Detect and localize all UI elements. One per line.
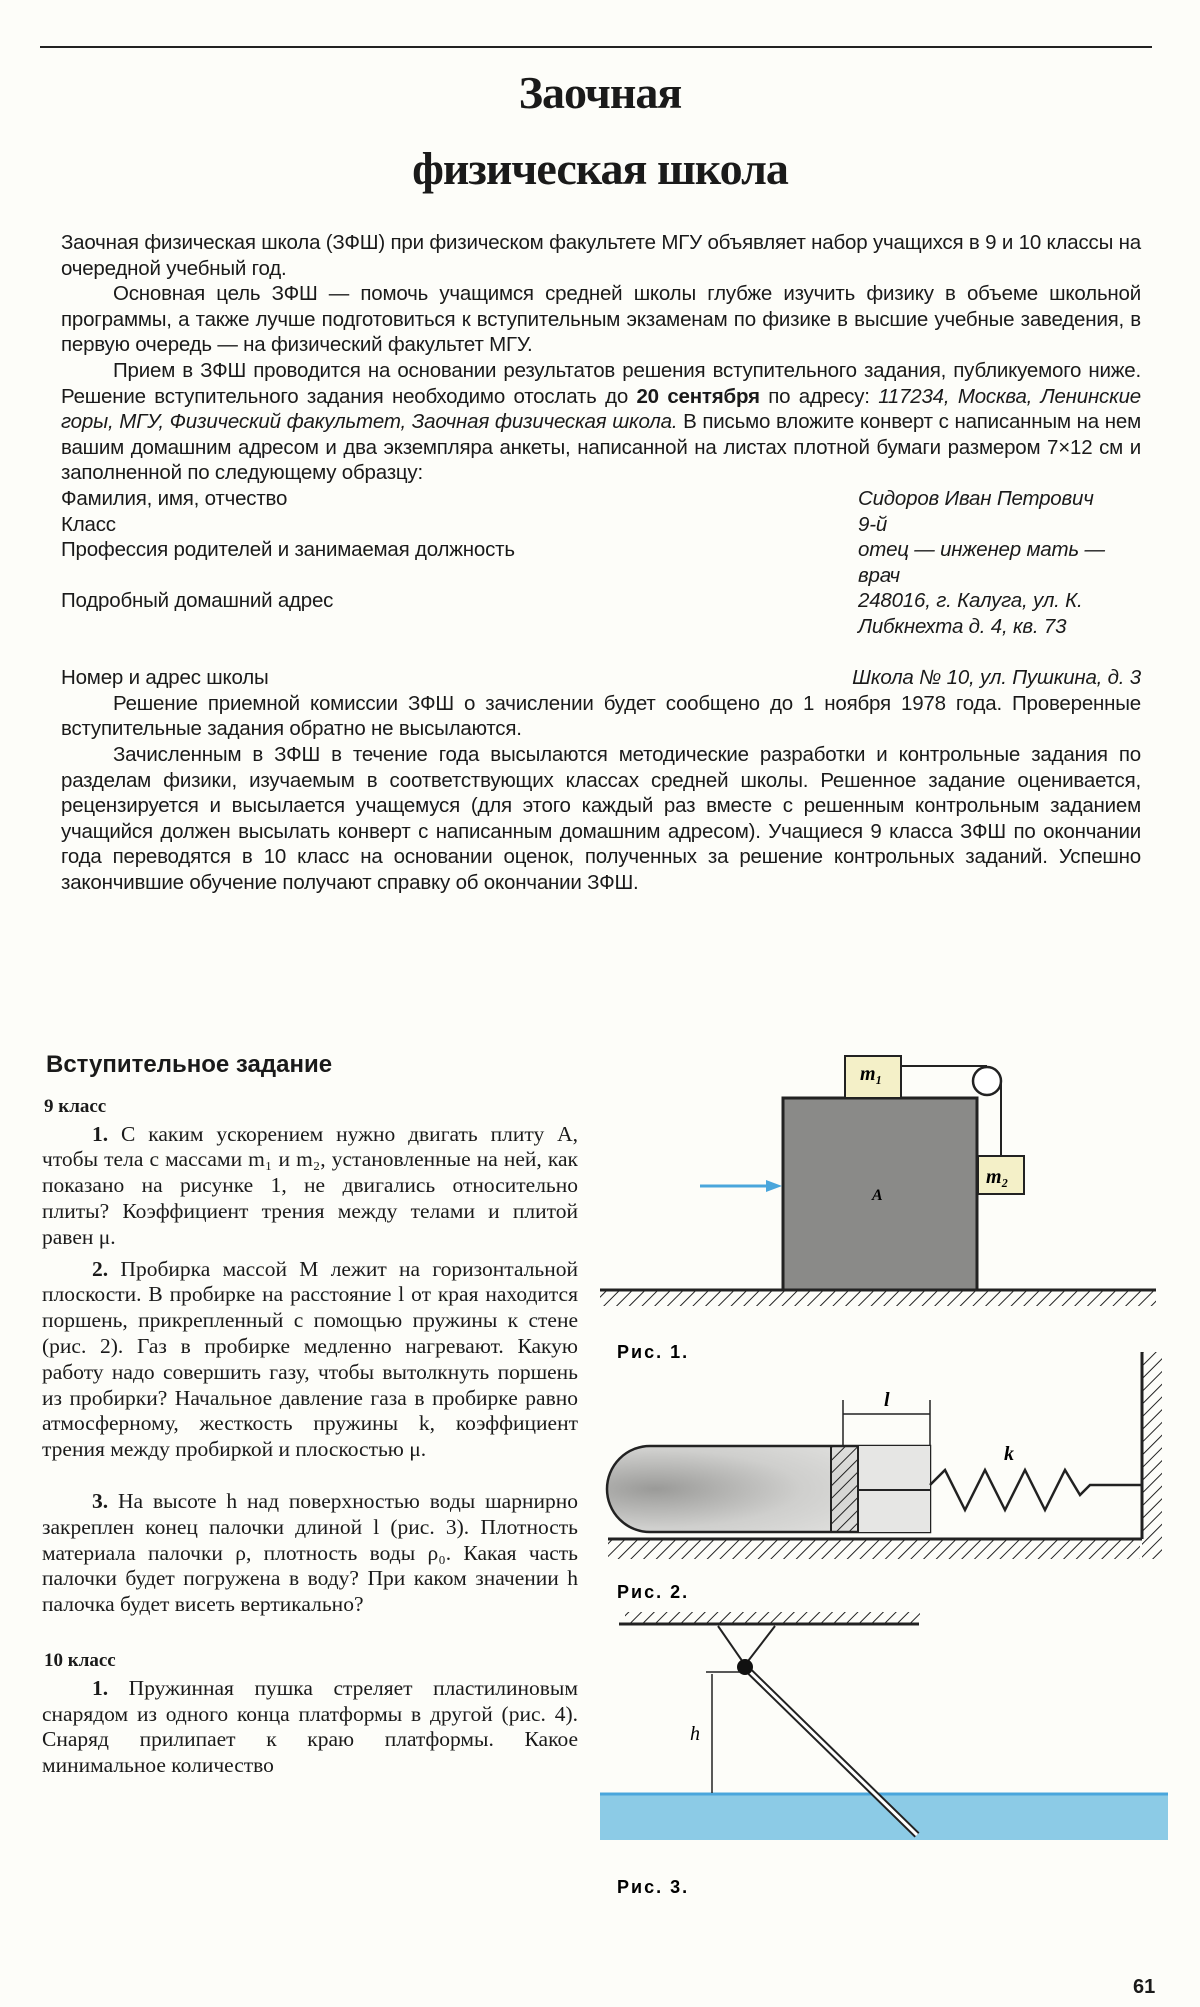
form-value: 9-й xyxy=(858,512,888,536)
grade-heading: 9 класс xyxy=(44,1095,107,1117)
form-value: Сидоров Иван Петрович xyxy=(858,486,1094,510)
spring xyxy=(930,1470,1142,1510)
problem-text: Пробирка массой M лежит на горизонтальной плоскости. В пробирке на расстояние l от края находится поршень, прикрепленный с помощью пружины к стене (рис. 2). Газ в пробирке медленно нагревают. Какую работу надо совершить газу, чтобы вытолкнуть поршень из пробирки? Начальное давление газа в пробирке равно атмосферному, жесткость пружины k, коэффициент трения между пробиркой и плоскостью μ. xyxy=(42,1256,578,1462)
problem-text: Пружинная пушка стреляет пластилиновым снарядом из одного конца платформы в другой (рис. 4). Снаряд прилипает к краю платформы. Какое минимальное количество xyxy=(42,1675,578,1778)
form-value: 248016, г. Калуга, ул. К. Либкнехта д. 4, кв. 73 xyxy=(858,589,1083,638)
intro-paragraph: Основная цель ЗФШ — помочь учащимся средней школы глубже изучить физику в объеме школьной программы, а также лучше подготовиться к вступительным экзаменам по физике в высшие учебные заведения, в первую очередь — на физический факультет МГУ. xyxy=(61,282,1141,357)
postal-address: 117234, Москва, Ленинские горы, МГУ, Физический факультет, Заочная физическая школа. xyxy=(61,384,1141,434)
label-a: A xyxy=(872,1187,883,1204)
intro-paragraph: Заочная физическая школа (ЗФШ) при физическом факультете МГУ объявляет набор учащихся в 9 и 10 классы на очередной учебный год. xyxy=(61,231,1141,280)
label-k: k xyxy=(1004,1443,1014,1465)
figure-caption: Рис. 2. xyxy=(617,1582,690,1602)
form-label: Подробный домашний адрес xyxy=(61,589,334,613)
form-label: Класс xyxy=(61,512,116,536)
floor-hatch xyxy=(608,1539,1140,1559)
page-title-line1: Заочная xyxy=(518,67,682,118)
piston xyxy=(831,1446,858,1532)
figure-caption: Рис. 3. xyxy=(617,1877,690,1897)
grade-heading: 10 класс xyxy=(44,1649,116,1671)
form-value: Школа № 10, ул. Пушкина, д. 3 xyxy=(852,666,1141,690)
page-number: 61 xyxy=(1133,1976,1156,1998)
text: Прием в ЗФШ проводится на основании результатов решения вступительного задания, публикуемого ниже. Решение вступительного задания необходимо отослать до xyxy=(61,358,1141,408)
problem-text: С каким ускорением нужно двигать плиту A, чтобы тела с массами m₁ и m₂, установленные на ней, как показано на рисунке 1, не двигались относительно плиты? Коэффициент трения между телами и плитой равен μ. xyxy=(42,1121,578,1249)
support xyxy=(745,1626,775,1665)
text: по адресу: xyxy=(759,384,879,408)
support xyxy=(718,1626,745,1665)
problem-text: На высоте h над поверхностью воды шарнирно закреплен конец палочки длиной l (рис. 3). Плотность материала палочки ρ, плотность воды ρ₀. Какая часть палочки будет погружена в воду? При каком значении h палочка будет висеть вертикально? xyxy=(42,1488,578,1617)
intro-paragraph: Решение приемной комиссии ЗФШ о зачислении будет сообщено до 1 ноября 1978 года. Проверенные вступительные задания обратно не высылаются. xyxy=(61,691,1141,741)
section-heading: Вступительное задание xyxy=(46,1051,333,1078)
ceiling-hatch xyxy=(625,1612,920,1624)
pulley-icon xyxy=(973,1067,1001,1095)
form-label: Номер и адрес школы xyxy=(61,666,269,690)
deadline: 20 сентября xyxy=(636,384,760,408)
label-m2: m₂ xyxy=(986,1166,1009,1188)
arrow-head-icon xyxy=(766,1180,782,1192)
problem-number: 1. xyxy=(92,1121,109,1146)
problem-number: 3. xyxy=(92,1488,109,1513)
label-l: l xyxy=(884,1389,890,1411)
wall-hatch xyxy=(1142,1352,1162,1559)
page-title-line2: физическая школа xyxy=(412,143,788,194)
problem-number: 1. xyxy=(92,1675,109,1700)
ground-hatch xyxy=(600,1290,1156,1306)
form-label: Фамилия, имя, отчество xyxy=(61,486,288,510)
form-label: Профессия родителей и занимаемая должность xyxy=(61,538,515,562)
text: В письмо вложите конверт с написанным на нем вашим домашним адресом и два экземпляра анкеты, написанной на листах плотной бумаги размером 7×12 см и заполненной по следующему образцу: xyxy=(61,410,1141,485)
figure-caption: Рис. 1. xyxy=(617,1342,690,1362)
label-m1: m₁ xyxy=(860,1063,883,1085)
label-h: h xyxy=(690,1723,700,1745)
figure-2 xyxy=(607,1352,1162,1602)
figure-1 xyxy=(600,1056,1156,1362)
intro-paragraph: Зачисленным в ЗФШ в течение года высылаются методические разработки и контрольные задания по разделам физики, изучаемым в соответствующих классах средней школы. Решенное задание оценивается, рецензируется и высылается учащемуся (для этого каждый раз вместе с решенным контрольным заданием учащийся должен высылать конверт с написанным домашним адресом). Учащиеся 9 класса ЗФШ по окончании года переводятся в 10 класс на основании оценок, полученных за решение контрольных заданий. Успешно закончившие обучение получают справку об окончании ЗФШ. xyxy=(61,742,1141,894)
form-value: отец — инженер мать — врач xyxy=(858,538,1105,587)
problem-number: 2. xyxy=(92,1256,109,1281)
figure-3 xyxy=(600,1612,1168,1897)
